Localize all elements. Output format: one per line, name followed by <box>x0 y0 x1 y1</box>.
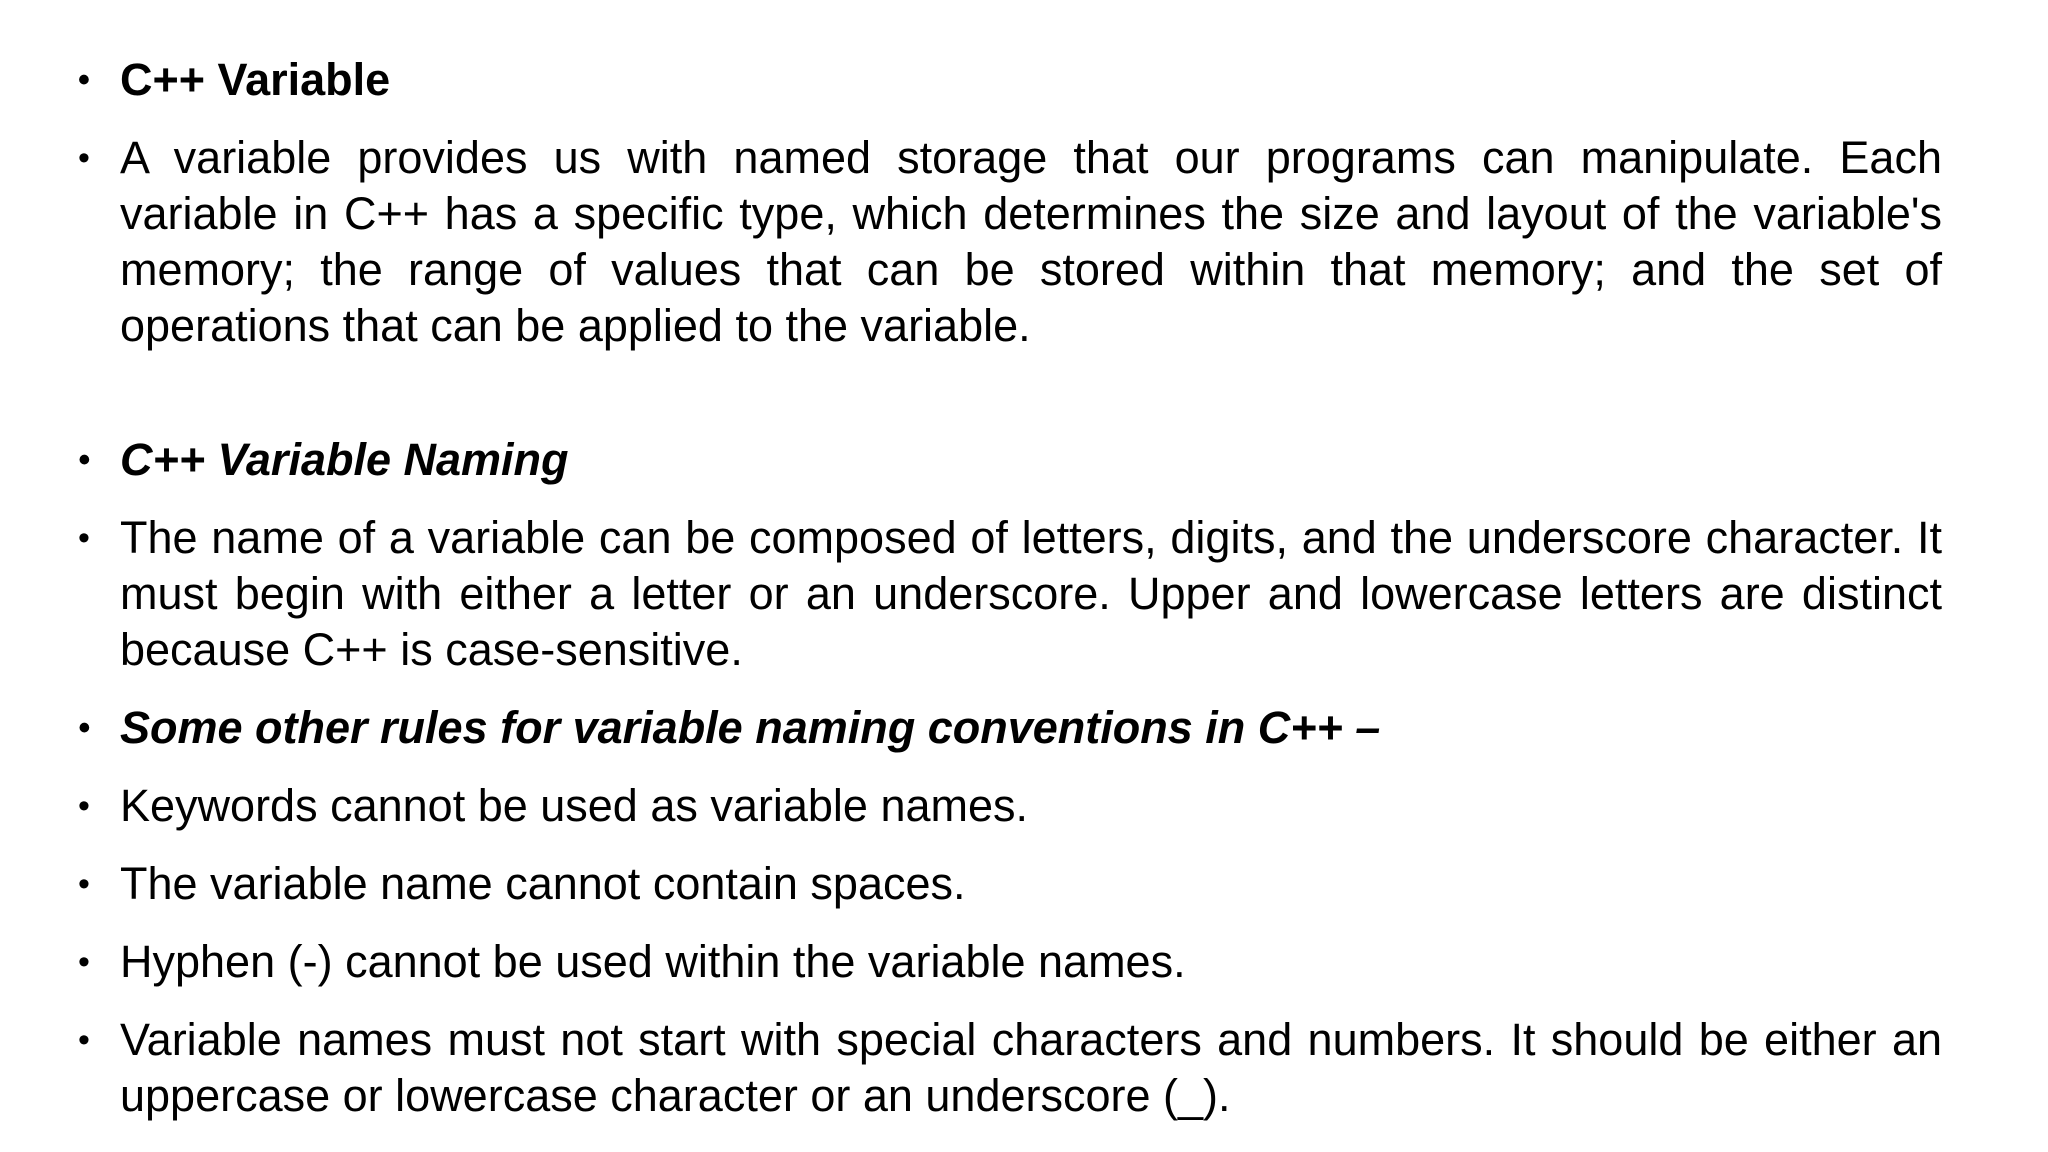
bullet-item <box>78 1012 1942 1124</box>
spacer <box>78 376 1942 432</box>
rule-start-character: Variable names must not start with special characters and numbers. It should be either an uppercase or lowercase character or an underscore (_). <box>120 1014 1942 1121</box>
heading-cpp-variable: C++ Variable <box>120 54 391 105</box>
paragraph-naming-composition: The name of a variable can be composed of letters, digits, and the underscore character. It must begin with either a letter or an underscore. Upper and lowercase letters are distinct because C++ is case-sensitive. <box>120 512 1942 675</box>
bullet-item <box>78 778 1942 834</box>
rule-no-hyphen: Hyphen (-) cannot be used within the variable names. <box>120 936 1186 987</box>
paragraph-variable-definition: A variable provides us with named storage that our programs can manipulate. Each variable in C++ has a specific type, which determines the size and layout of the variable's memory; the range of values that can be stored within that memory; and the set of operations that can be applied to the variable. <box>120 132 1942 351</box>
bullet-item <box>78 432 1942 488</box>
bullet-dot-icon: • <box>78 139 90 177</box>
bullet-item <box>78 510 1942 678</box>
bullet-dot-icon: • <box>78 61 90 99</box>
bullet-dot-icon: • <box>78 1021 90 1059</box>
bullet-list <box>78 52 1942 1146</box>
bullet-item <box>78 700 1942 756</box>
bullet-dot-icon: • <box>78 865 90 903</box>
bullet-item <box>78 52 1942 108</box>
bullet-item <box>78 130 1942 354</box>
bullet-dot-icon: • <box>78 943 90 981</box>
bullet-dot-icon: • <box>78 519 90 557</box>
bullet-dot-icon: • <box>78 709 90 747</box>
rule-no-spaces: The variable name cannot contain spaces. <box>120 858 966 909</box>
heading-other-rules: Some other rules for variable naming conventions in C++ – <box>120 702 1381 753</box>
bullet-dot-icon: • <box>78 787 90 825</box>
bullet-item <box>78 856 1942 912</box>
rule-keywords: Keywords cannot be used as variable names. <box>120 780 1029 831</box>
bullet-dot-icon: • <box>78 441 90 479</box>
heading-variable-naming: C++ Variable Naming <box>120 434 569 485</box>
bullet-item <box>78 934 1942 990</box>
